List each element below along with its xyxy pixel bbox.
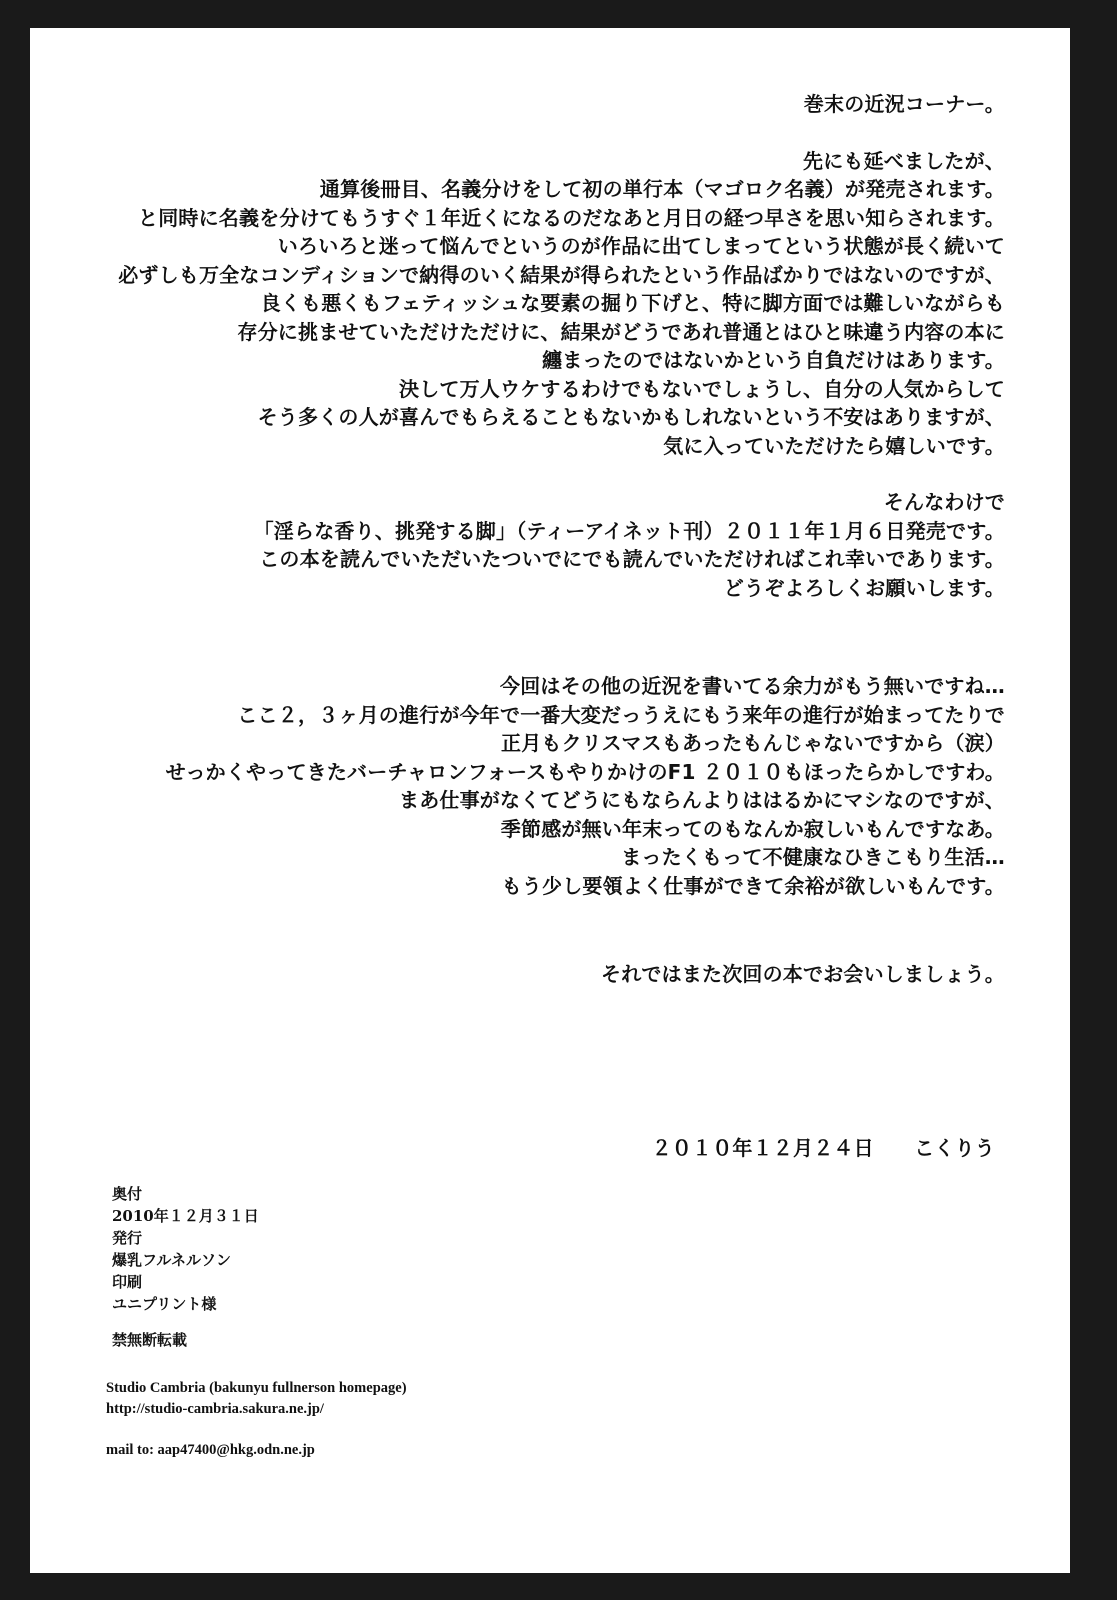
contact-info (106, 1378, 407, 1461)
studio-name: Studio Cambria (bakunyu fullnerson homepage) (106, 1380, 407, 1396)
afterword-line: 気に入っていただけたら嬉しいです。 (663, 433, 1005, 458)
afterword-line: 「淫らな香り、挑発する脚」（ティーアイネット刊）２０１１年１月６日発売です。 (253, 518, 1005, 543)
homepage-url: http://studio-cambria.sakura.ne.jp/ (106, 1401, 324, 1417)
afterword-line: 季節感が無い年末ってのもなんか寂しいもんですなあ。 (500, 816, 1005, 841)
afterword-line: もう少し要領よく仕事ができて余裕が欲しいもんです。 (501, 873, 1005, 898)
afterword-line: せっかくやってきたバーチャロンフォースもやりかけのF1 ２０１０もほったらかしですわ。 (165, 759, 1005, 784)
afterword-line: そんなわけで (883, 490, 1005, 514)
publisher-name: 爆乳フルネルソン (112, 1251, 231, 1269)
publish-date: 2010年１２月３１日 (112, 1207, 259, 1225)
afterword-line: 良くも悪くもフェティッシュな要素の掘り下げと、特に脚方面では難しいながらも (260, 291, 1005, 315)
okuzuke-label: 奥付 (112, 1185, 143, 1203)
afterword-line: 正月もクリスマスもあったもんじゃないですから（涙） (501, 731, 1005, 755)
colophon (112, 1183, 259, 1351)
afterword-line: 先にも延べましたが、 (803, 148, 1005, 173)
afterword-line: 纏まったのではないかという自負だけはあります。 (542, 348, 1005, 372)
page (30, 28, 1070, 1573)
afterword-line: 存分に挑ませていただけただけに、結果がどうであれ普通とはひと味違う内容の本に (237, 319, 1005, 344)
afterword-line: どうぞよろしくお願いします。 (723, 575, 1005, 600)
contact-email: mail to: aap47400@hkg.odn.ne.jp (106, 1442, 315, 1458)
afterword-line: この本を読んでいただいたついでにでも読んでいただければこれ幸いであります。 (259, 547, 1005, 571)
reprint-notice: 禁無断転載 (112, 1331, 188, 1349)
afterword-line: ここ２，３ヶ月の進行が今年で一番大変だっうえにもう来年の進行が始まってたりで (237, 702, 1005, 727)
afterword (55, 90, 1005, 1162)
afterword-line: いろいろと迷って悩んでというのが作品に出てしまってという状態が長く続いて (277, 234, 1005, 258)
afterword-line: 通算後冊目、名義分けをして初の単行本（マゴロク名義）が発売されます。 (319, 177, 1005, 201)
printer-label: 印刷 (112, 1273, 143, 1291)
afterword-line: と同時に名義を分けてもうすぐ１年近くになるのだなあと月日の経つ早さを思い知らされます。 (138, 205, 1005, 230)
afterword-closing: それではまた次回の本でお会いしましょう。 (601, 962, 1005, 986)
afterword-line: 必ずしも万全なコンディションで納得のいく結果が得られたという作品ばかりではないのですが、 (118, 262, 1005, 287)
afterword-line: 今回はその他の近況を書いてる余力がもう無いですね… (500, 674, 1005, 698)
afterword-heading: 巻末の近況コーナー。 (803, 92, 1005, 116)
afterword-line: 決して万人ウケするわけでもないでしょうし、自分の人気からして (399, 376, 1005, 401)
afterword-signature: ２０１０年１２月２４日 こくりう (651, 1135, 995, 1160)
publisher-label: 発行 (112, 1229, 143, 1247)
afterword-line: まったくもって不健康なひきこもり生活… (621, 845, 1005, 869)
afterword-line: そう多くの人が喜んでもらえることもないかもしれないという不安はありますが、 (257, 405, 1005, 429)
afterword-line: まあ仕事がなくてどうにもならんよりははるかにマシなのですが、 (399, 788, 1005, 812)
printer-name: ユニプリント様 (112, 1295, 217, 1313)
